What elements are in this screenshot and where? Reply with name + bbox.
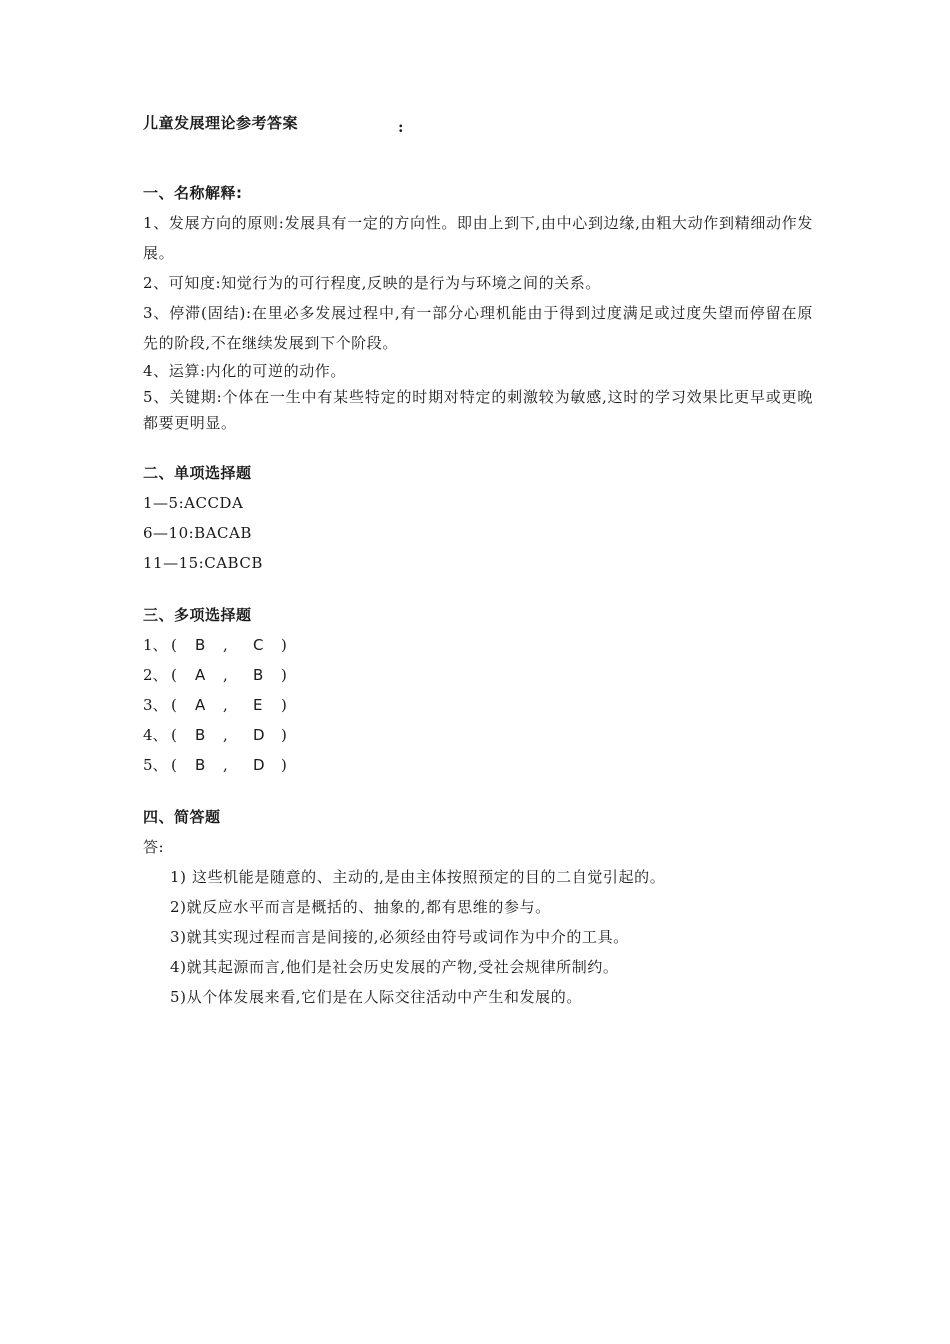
short-answer-item: 1) 这些机能是随意的、主动的,是由主体按照预定的目的二自觉引起的。 [170,868,666,886]
open-paren: ( [171,696,177,714]
open-paren: ( [171,756,177,774]
definition-item: 4、运算:内化的可逆的动作。 [143,362,346,380]
multiple-choice-answer [143,720,813,750]
section-heading-single-choice: 二、单项选择题 [143,464,252,482]
section-heading-multiple-choice: 三、多项选择题 [143,606,252,624]
single-choice-answer: 11—15:CABCB [143,554,263,572]
separator: , [223,756,228,774]
answer-option: A [195,666,206,684]
definition-item: 1、发展方向的原则:发展具有一定的方向性。即由上到下,由中心到边缘,由粗大动作到精细动作发展。 [143,214,813,262]
open-paren: ( [171,726,177,744]
separator: , [223,636,228,654]
close-paren: ) [281,756,287,774]
separator: , [223,726,228,744]
document-title: 儿童发展理论参考答案 [143,114,299,132]
answer-label: 答: [143,838,165,856]
close-paren: ) [281,666,287,684]
answer-option: B [253,666,264,684]
multiple-choice-answer [143,690,813,720]
short-answer-item: 4)就其起源而言,他们是社会历史发展的产物,受社会规律所制约。 [170,958,619,976]
document-body [143,178,813,1012]
answer-number: 1、 [143,636,168,654]
answer-number: 3、 [143,696,168,714]
answer-number: 5、 [143,756,168,774]
short-answer-item: 5)从个体发展来看,它们是在人际交往活动中产生和发展的。 [170,988,582,1006]
title-colon: : [398,118,404,136]
multiple-choice-answer [143,630,813,660]
answer-option: B [195,726,206,744]
section-spacer [143,436,813,458]
answer-option: B [195,756,206,774]
close-paren: ) [281,726,287,744]
section-heading-definitions: 一、名称解释: [143,184,243,202]
answer-option: A [195,696,206,714]
open-paren: ( [171,636,177,654]
short-answer-item: 2)就反应水平而言是概括的、抽象的,都有思维的参与。 [170,898,551,916]
answer-option: C [253,636,264,654]
section-spacer [143,578,813,600]
definition-item: 2、可知度:知觉行为的可行程度,反映的是行为与环境之间的关系。 [143,274,601,292]
separator: , [223,666,228,684]
close-paren: ) [281,636,287,654]
answer-number: 2、 [143,666,168,684]
single-choice-answer: 6—10:BACAB [143,524,252,542]
section-heading-short-answer: 四、简答题 [143,808,221,826]
definition-item: 5、关键期:个体在一生中有某些特定的时期对特定的刺激较为敏感,这时的学习效果比更早或更晚都要更明显。 [143,388,813,432]
multiple-choice-answer [143,750,813,780]
close-paren: ) [281,696,287,714]
definition-item: 3、停滞(固结):在里必多发展过程中,有一部分心理机能由于得到过度满足或过度失望而停留在原先的阶段,不在继续发展到下个阶段。 [143,304,813,352]
multiple-choice-answer [143,660,813,690]
answer-option: E [253,696,263,714]
answer-option: D [253,756,265,774]
answer-option: D [253,726,265,744]
short-answer-item: 3)就其实现过程而言是间接的,必须经由符号或词作为中介的工具。 [170,928,629,946]
single-choice-answer: 1—5:ACCDA [143,494,244,512]
answer-option: B [195,636,206,654]
short-answer-list [143,862,813,1012]
section-spacer [143,780,813,802]
separator: , [223,696,228,714]
open-paren: ( [171,666,177,684]
answer-number: 4、 [143,726,168,744]
